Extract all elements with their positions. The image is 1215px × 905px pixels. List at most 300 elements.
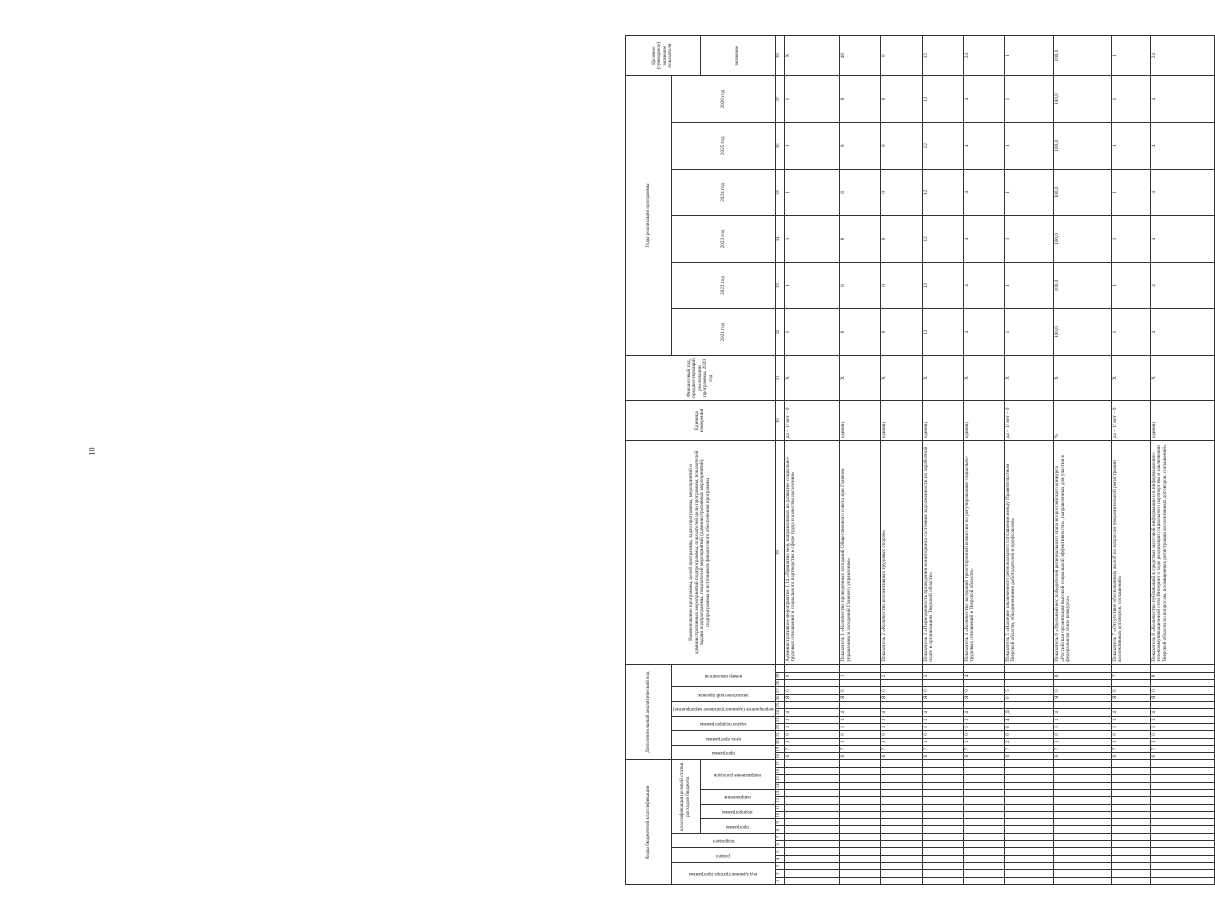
code-digit: 4 (881, 709, 922, 716)
code-digit (784, 789, 840, 796)
code-digit (922, 797, 963, 804)
code-digit (1111, 782, 1150, 789)
code-digit (1004, 680, 1053, 687)
code-digit: 1 (922, 738, 963, 745)
indicator-name: Показатель 5 «Наличие заключенного регионального соглашения между Правительством Тверской области, объединениями работодателей и профсоюзов» (1004, 441, 1053, 665)
code-digit: 4 (1004, 716, 1053, 723)
code-digit (1151, 782, 1215, 789)
code-digit (840, 789, 881, 796)
code-digit (1151, 877, 1215, 884)
year-value: 8 (840, 262, 881, 309)
code-digit (784, 782, 840, 789)
code-digit: 0 (784, 672, 840, 679)
code-digit (1054, 855, 1112, 862)
code-digit: 1 (1151, 723, 1215, 730)
code-digit (1054, 804, 1112, 811)
ac-program-header: программа (711, 750, 735, 756)
code-digit (881, 760, 922, 768)
code-digit: 1 (840, 723, 881, 730)
code-digit (840, 811, 881, 818)
fin-year-header: Финансовый год, предшествующий реализации программы, 2020 год (626, 355, 776, 400)
code-digit (963, 680, 1004, 687)
code-digit (881, 870, 922, 877)
code-digit (922, 826, 963, 833)
year-value: 4 (963, 309, 1004, 356)
code-digit (1004, 826, 1053, 833)
year-value: 1 (1004, 309, 1053, 356)
cs-subprogram-header: подпрограмма (722, 809, 753, 814)
code-digit (963, 855, 1004, 862)
target-value: Х (784, 36, 840, 76)
indicator-unit: да – 1/ нет – 0 (1111, 401, 1150, 441)
code-digit (1111, 680, 1150, 687)
year-value: 0 (881, 122, 922, 169)
code-digit (1111, 863, 1150, 870)
code-digit (1151, 819, 1215, 826)
indicator-name: Административное мероприятие 1.14 «Принятие мер, направленных на развитие социально-трудовых отношений и социального партнерства в сфере труда и качества населения» (784, 441, 840, 665)
code-digit: 7 (1151, 745, 1215, 752)
code-digit (784, 841, 840, 848)
code-digit (1004, 848, 1053, 855)
code-digit: 6 (1004, 753, 1053, 760)
year-value: 0 (881, 169, 922, 216)
code-digit: 1 (1054, 716, 1112, 723)
code-digit (881, 819, 922, 826)
fin-year-value: Х (881, 355, 922, 400)
year-value: 0 (881, 309, 922, 356)
code-digit (963, 863, 1004, 870)
code-digit: 4 (784, 709, 840, 716)
fin-year-value: Х (1054, 355, 1112, 400)
table-row (840, 36, 881, 885)
cs-program-header: программа (726, 823, 750, 829)
code-digit (1054, 789, 1112, 796)
code-digit (881, 833, 922, 840)
code-digit (922, 841, 963, 848)
code-digit (1111, 833, 1150, 840)
code-digit (784, 826, 840, 833)
code-digit (922, 863, 963, 870)
code-digit (963, 811, 1004, 818)
code-digit: 0 (881, 687, 922, 694)
code-digit (881, 768, 922, 775)
code-digit (963, 789, 1004, 796)
code-digit: 1 (784, 738, 840, 745)
indicator-unit: единиц (922, 401, 963, 441)
code-digit (840, 775, 881, 782)
code-digit (1054, 680, 1112, 687)
year-value: 1 (784, 262, 840, 309)
code-digit: 0 (784, 687, 840, 694)
code-digit (1004, 870, 1053, 877)
section-header: раздел (716, 852, 731, 858)
code-digit (963, 775, 1004, 782)
code-digit (840, 870, 881, 877)
year-value: 100,0 (1054, 122, 1112, 169)
year-value: 1 (784, 76, 840, 123)
code-digit (1054, 760, 1112, 768)
program-table (625, 35, 1215, 885)
year-value: 8 (840, 122, 881, 169)
year-value: 100,0 (1054, 216, 1112, 263)
table-row (784, 36, 840, 885)
fin-year-value: Х (840, 355, 881, 400)
year-value: 100,0 (1054, 169, 1112, 216)
code-digit (1004, 760, 1053, 768)
code-digit (1151, 797, 1215, 804)
code-digit (922, 848, 963, 855)
indicator-name: Показатель 7 «Отсутствие обоснованных жалоб по вопросам уведомительной регистрации коллективных договоров, соглашений» (1111, 441, 1150, 665)
code-digit: 6 (1054, 672, 1112, 679)
code-digit (922, 819, 963, 826)
code-digit (784, 702, 840, 709)
code-digit (1151, 826, 1215, 833)
code-digit: 0 (1054, 687, 1112, 694)
code-digit (963, 797, 1004, 804)
code-digit (881, 826, 922, 833)
code-digit (1151, 702, 1215, 709)
table-row (1004, 36, 1053, 885)
code-digit (1151, 870, 1215, 877)
code-digit (922, 870, 963, 877)
fin-year-value: Х (1111, 355, 1150, 400)
code-digit: Я (840, 694, 881, 701)
year-2026-header: 2026 год (672, 76, 776, 123)
target-value: 24 (963, 36, 1004, 76)
code-digit (1151, 848, 1215, 855)
indicator-unit: единиц (963, 401, 1004, 441)
code-digit (963, 826, 1004, 833)
year-value: 1 (784, 169, 840, 216)
code-digit (1151, 855, 1215, 862)
code-digit (840, 819, 881, 826)
ac-analytic-header: аналитический признак (698, 691, 749, 697)
code-digit: 6 (1054, 753, 1112, 760)
ac-indicator-header: номер показателя (704, 673, 742, 679)
code-digit: 5 (1004, 687, 1053, 694)
code-digit (1151, 804, 1215, 811)
year-value: 4 (963, 216, 1004, 263)
year-value: 8 (840, 169, 881, 216)
code-digit (963, 782, 1004, 789)
code-digit (881, 855, 922, 862)
code-digit (922, 833, 963, 840)
code-digit (881, 863, 922, 870)
code-digit: 0 (922, 731, 963, 738)
code-digit: 0 (840, 687, 881, 694)
unit-header: Единица измерения (626, 401, 776, 441)
code-digit (963, 664, 1004, 672)
code-digit (922, 664, 963, 672)
code-digit (881, 789, 922, 796)
code-digit (881, 848, 922, 855)
indicator-unit: единиц (840, 401, 881, 441)
code-digit (1111, 789, 1150, 796)
code-digit: 1 (922, 716, 963, 723)
cs-expense-header: направление расходов (714, 772, 762, 778)
target-value: 0 (881, 36, 922, 76)
code-digit: 1 (1111, 723, 1150, 730)
code-digit: 0 (1151, 731, 1215, 738)
code-digit: 1 (1111, 738, 1150, 745)
code-digit (1054, 848, 1112, 855)
year-value: 0 (881, 262, 922, 309)
code-digit (840, 797, 881, 804)
code-digit (963, 760, 1004, 768)
code-digit: 1 (1151, 716, 1215, 723)
code-digit (1111, 664, 1150, 672)
fin-year-value: Х (922, 355, 963, 400)
code-digit (1151, 863, 1215, 870)
code-digit (840, 841, 881, 848)
code-digit (1111, 870, 1150, 877)
code-digit (1004, 863, 1053, 870)
code-digit (1004, 789, 1053, 796)
year-value: 1 (784, 309, 840, 356)
code-digit (1004, 797, 1053, 804)
page-number: 10 (87, 447, 97, 456)
year-2021-header: 2021 год (672, 309, 776, 356)
year-value: 12 (922, 216, 963, 263)
code-digit (1151, 811, 1215, 818)
indicator-name: Показатель 1 «Количество проведенных заседаний Общественного совета при Главном управлении и заседаний Главного управления» (840, 441, 881, 665)
code-digit: 1 (881, 738, 922, 745)
code-digit: Я (1151, 694, 1215, 701)
code-digit: 2 (881, 672, 922, 679)
code-digit: Я (922, 694, 963, 701)
admin-code-header: код администратора программы (689, 871, 758, 877)
code-digit (1004, 855, 1053, 862)
code-digit: 0 (1111, 687, 1150, 694)
code-digit (1054, 702, 1112, 709)
code-digit (784, 863, 840, 870)
code-digit (1111, 826, 1150, 833)
code-digit: 0 (1054, 731, 1112, 738)
code-digit (1054, 782, 1112, 789)
code-digit: 0 (1004, 723, 1053, 730)
code-digit: 4 (922, 709, 963, 716)
indicator-rows (784, 36, 1214, 885)
code-digit: 6 (963, 753, 1004, 760)
name-header: Наименование программы, целей программы, задач программы, мероприятий и административных мероприятий подпрограммы, показателей цели программы, показателей задачи подпрограммы, показателей мероприятий (административных мероприятий) подпрограммы и источников финансового обеспечения программы (626, 441, 776, 665)
year-value: 100,0 (1054, 309, 1112, 356)
table-row (963, 36, 1004, 885)
code-digit (1004, 672, 1053, 679)
code-digit: 1 (963, 738, 1004, 745)
ac-activity-header: мероприятие (административное мероприятие) (673, 706, 774, 712)
year-value: 1 (1004, 169, 1053, 216)
year-value: 100,0 (1054, 76, 1112, 123)
code-digit (1004, 841, 1053, 848)
code-digit (1111, 760, 1150, 768)
code-digit: 1 (840, 716, 881, 723)
year-value: 1 (1004, 216, 1053, 263)
year-value: 1 (1004, 262, 1053, 309)
additional-code-header: Дополнительный аналитический код (626, 664, 672, 760)
code-digit (1054, 877, 1112, 884)
target-header: Целевое (суммарное) значение показателя (626, 36, 701, 76)
cs-direction-header: направление (724, 794, 752, 800)
code-digit (840, 877, 881, 884)
code-digit: 0 (963, 687, 1004, 694)
code-digit: 1 (784, 716, 840, 723)
code-digit (881, 841, 922, 848)
code-digit: 1 (784, 723, 840, 730)
year-value: 1 (784, 122, 840, 169)
code-digit: 6 (1151, 753, 1215, 760)
code-digit: 4 (963, 672, 1004, 679)
code-digit: 1 (1111, 716, 1150, 723)
code-digit (840, 804, 881, 811)
code-digit: 6 (881, 753, 922, 760)
ac-goal-header: цель программы (705, 735, 741, 741)
year-value: 0 (881, 76, 922, 123)
code-digit (1054, 863, 1112, 870)
code-digit: 1 (881, 723, 922, 730)
code-digit (1054, 664, 1112, 672)
year-value: 12 (922, 262, 963, 309)
code-digit: 8 (1151, 672, 1215, 679)
code-digit (840, 855, 881, 862)
year-2022-header: 2022 год (672, 262, 776, 309)
code-digit (922, 877, 963, 884)
code-digit: 6 (784, 753, 840, 760)
code-digit: 2 (1004, 738, 1053, 745)
code-digit (922, 702, 963, 709)
code-digit: 1 (840, 738, 881, 745)
code-digit (1111, 855, 1150, 862)
year-value: 4 (1151, 122, 1215, 169)
indicator-unit: % (1054, 401, 1112, 441)
year-value: 8 (840, 216, 881, 263)
code-digit: 6 (1111, 753, 1150, 760)
year-value: 1 (784, 216, 840, 263)
code-digit (1054, 841, 1112, 848)
code-digit (1151, 664, 1215, 672)
code-digit: 7 (922, 745, 963, 752)
code-digit (922, 768, 963, 775)
code-digit (784, 680, 840, 687)
code-digit (963, 841, 1004, 848)
code-digit (784, 760, 840, 768)
code-digit: 1 (1151, 738, 1215, 745)
code-digit (1111, 877, 1150, 884)
table-row (1111, 36, 1150, 885)
code-digit: 7 (963, 745, 1004, 752)
year-value: 1 (1111, 216, 1150, 263)
code-digit (840, 782, 881, 789)
fin-year-value: Х (784, 355, 840, 400)
column-numbers-row: 1 2 3 4 5 6 7 8 9 10 11 12 13 14 15 16 17 18 19 20 21 22 23 24 25 26 27 28 29 29 30 31 32 33 34 35 36 37 38 (775, 36, 784, 885)
code-digit (963, 870, 1004, 877)
code-digit (840, 664, 881, 672)
code-digit (1054, 768, 1112, 775)
code-digit (963, 768, 1004, 775)
indicator-name: Показатель 3 «Периодичность проведения мониторинга состояния задолженности по заработной плате в организациях Тверской области» (922, 441, 963, 665)
code-digit (1111, 811, 1150, 818)
table-row (1054, 36, 1112, 885)
code-digit: 1 (963, 723, 1004, 730)
year-value: 1 (1004, 122, 1053, 169)
rotated-page (625, 35, 1195, 885)
code-digit (1054, 826, 1112, 833)
code-digit (840, 833, 881, 840)
code-digit: Я (1054, 694, 1112, 701)
table-row (881, 36, 922, 885)
code-digit (1054, 797, 1112, 804)
code-digit (1004, 819, 1053, 826)
code-digit (784, 877, 840, 884)
code-digit (1054, 819, 1112, 826)
indicator-unit: да – 1/ нет – 0 (784, 401, 840, 441)
code-digit (840, 863, 881, 870)
code-digit: 6 (922, 753, 963, 760)
code-digit (922, 789, 963, 796)
code-digit (963, 819, 1004, 826)
year-value: 1 (1111, 262, 1150, 309)
code-digit (1004, 877, 1053, 884)
code-digit: 1 (963, 716, 1004, 723)
code-digit (784, 848, 840, 855)
year-value: 4 (1151, 309, 1215, 356)
year-value: 4 (1151, 76, 1215, 123)
code-digit (1111, 841, 1150, 848)
code-digit (1054, 811, 1112, 818)
code-digit (881, 877, 922, 884)
code-digit (1004, 833, 1053, 840)
year-value: 4 (963, 169, 1004, 216)
code-digit (1111, 819, 1150, 826)
code-digit (784, 833, 840, 840)
year-value: 8 (840, 76, 881, 123)
code-digit: 7 (1004, 745, 1053, 752)
code-digit: 7 (881, 745, 922, 752)
code-digit (1111, 702, 1150, 709)
code-digit (784, 768, 840, 775)
year-value: 1 (1111, 76, 1150, 123)
code-digit (963, 877, 1004, 884)
code-digit (881, 804, 922, 811)
code-digit (963, 702, 1004, 709)
year-value: 100,0 (1054, 262, 1112, 309)
year-value: 4 (963, 122, 1004, 169)
code-digit: 7 (1111, 672, 1150, 679)
code-digit (784, 855, 840, 862)
year-value: 1 (1111, 122, 1150, 169)
code-digit (784, 664, 840, 672)
subsection-header: подраздел (712, 838, 735, 844)
code-digit: 3 (922, 672, 963, 679)
code-digit: 0 (784, 731, 840, 738)
indicator-name: Показатель 4 «Количество заседаний трехсторонней комиссии по регулированию социально-трудовых отношений в Тверской области» (963, 441, 1004, 665)
code-digit (1004, 768, 1053, 775)
budget-codes-header: Коды бюджетной классификации (626, 760, 672, 885)
code-digit (1111, 768, 1150, 775)
target-value: 12 (922, 36, 963, 76)
code-digit (963, 804, 1004, 811)
year-value: 4 (1151, 169, 1215, 216)
code-digit: 1 (881, 716, 922, 723)
code-digit: 0 (1151, 687, 1215, 694)
year-value: 4 (1151, 216, 1215, 263)
code-digit (784, 870, 840, 877)
year-value: 12 (922, 122, 963, 169)
code-digit (922, 775, 963, 782)
target-value: 100,0 (1054, 36, 1112, 76)
code-digit (1004, 664, 1053, 672)
code-digit (1151, 760, 1215, 768)
code-digit (881, 664, 922, 672)
